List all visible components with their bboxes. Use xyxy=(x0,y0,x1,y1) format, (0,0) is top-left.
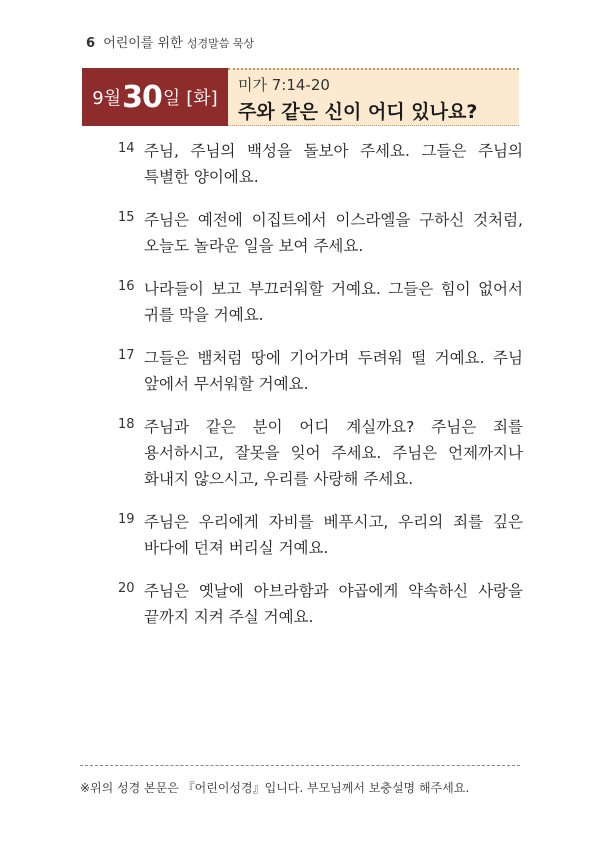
verse-number: 15 xyxy=(118,210,135,225)
verse-number: 18 xyxy=(118,417,135,432)
page-number: 6 xyxy=(86,36,96,51)
verse-item xyxy=(118,276,523,328)
verse-text: 주님은 우리에게 자비를 베푸시고, 우리의 죄를 깊은 바다에 던져 버리실 거예요. xyxy=(144,513,523,557)
title-block xyxy=(82,68,519,126)
verse-number: 19 xyxy=(118,512,135,527)
verse-text: 주님과 같은 분이 어디 계실까요? 주님은 죄를 용서하시고, 잘못을 잊어 주세요. 주님은 언제까지나 화내지 않으시고, 우리를 사랑해 주세요. xyxy=(144,418,523,488)
date-month: 9월 xyxy=(92,88,122,109)
verse-text: 나라들이 보고 부끄러워할 거예요. 그들은 힘이 없어서 귀를 막을 거예요. xyxy=(144,280,523,324)
series-title: 성경말씀 묵상 xyxy=(186,37,255,50)
running-head xyxy=(86,32,254,51)
verse-item xyxy=(118,509,523,561)
verse-number: 16 xyxy=(118,279,135,294)
date-badge xyxy=(82,68,228,126)
verse-item xyxy=(118,578,523,630)
verse-item xyxy=(118,414,523,492)
verse-number: 14 xyxy=(118,141,135,156)
verse-text: 주님, 주님의 백성을 돌보아 주세요. 그들은 주님의 특별한 양이에요. xyxy=(144,142,523,186)
verse-list xyxy=(118,138,523,647)
verse-text: 주님은 옛날에 아브라함과 야곱에게 약속하신 사랑을 끝까지 지켜 주실 거예요. xyxy=(144,582,523,626)
verse-item xyxy=(118,345,523,397)
footnote: ※위의 성경 본문은 『어린이성경』입니다. 부모님께서 보충설명 해주세요. xyxy=(80,781,470,795)
verse-text: 주님은 예전에 이집트에서 이스라엘을 구하신 것처럼, 오늘도 놀라운 일을 보여 주세요. xyxy=(144,211,523,255)
passage-title: 주와 같은 신이 어디 있나요? xyxy=(238,101,478,123)
book-title: 어린이를 위한 xyxy=(103,36,183,51)
verse-number: 20 xyxy=(118,581,135,596)
passage-header xyxy=(228,68,519,126)
verse-item xyxy=(118,207,523,259)
date-day: 30 xyxy=(122,79,162,115)
date-weekday: [화] xyxy=(186,88,218,109)
verse-item xyxy=(118,138,523,190)
verse-text: 그들은 뱀처럼 땅에 기어가며 두려워 떨 거예요. 주님 앞에서 무서워할 거예요. xyxy=(144,349,523,393)
verse-number: 17 xyxy=(118,348,135,363)
passage-reference: 미가 7:14-20 xyxy=(238,76,330,94)
footer-divider xyxy=(80,765,520,766)
date-day-unit: 일 xyxy=(162,88,181,109)
